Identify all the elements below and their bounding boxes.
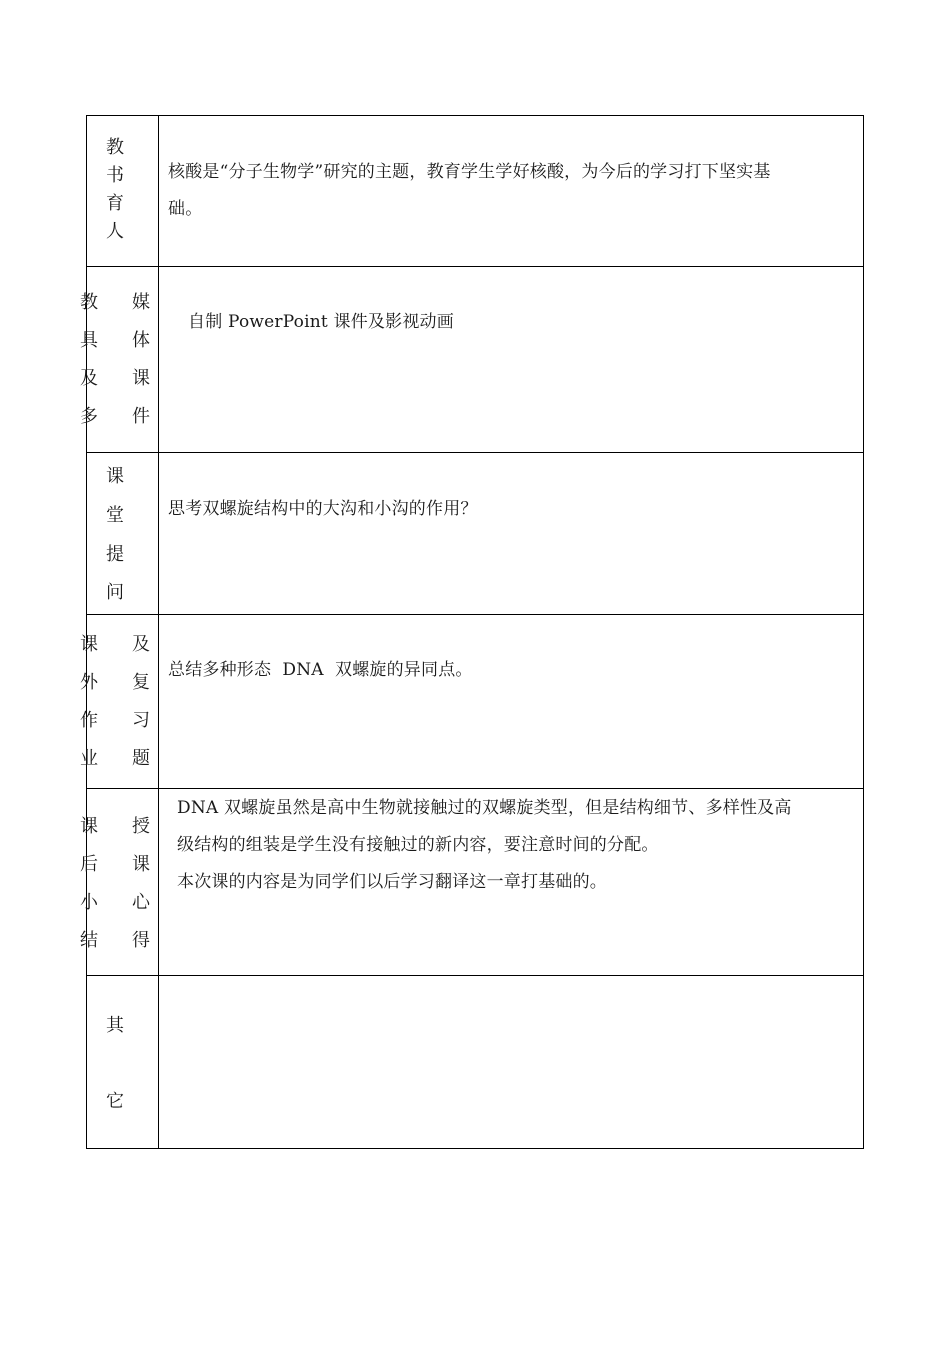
label-char: 课 xyxy=(132,854,150,875)
label-cell xyxy=(87,116,159,266)
label-char: 业 xyxy=(80,748,98,769)
content-cell xyxy=(160,116,863,266)
row-homework xyxy=(80,615,863,789)
label-char: 问 xyxy=(106,582,124,603)
label-char: 人 xyxy=(106,221,124,242)
label-char: 作 xyxy=(80,710,98,731)
label-char: 小 xyxy=(80,892,98,913)
content-line: 总结多种形态 DNA 双螺旋的异同点。 xyxy=(168,660,473,680)
label-char: 具 xyxy=(80,330,98,351)
label-char: 育 xyxy=(106,193,124,214)
label-char: 教 xyxy=(106,137,124,158)
label-cell xyxy=(80,615,159,788)
label-cell xyxy=(87,976,159,1148)
label-char: 外 xyxy=(80,672,98,693)
row-post-class-summary xyxy=(80,789,863,976)
content-line: 本次课的内容是为同学们以后学习翻译这一章打基础的。 xyxy=(177,872,607,892)
label-char: 堂 xyxy=(106,505,124,526)
label-cell xyxy=(80,267,159,452)
content-line: 思考双螺旋结构中的大沟和小沟的作用？ xyxy=(168,499,478,519)
content-line: 级结构的组装是学生没有接触过的新内容，要注意时间的分配。 xyxy=(177,835,659,855)
label-char: 它 xyxy=(106,1091,124,1112)
label-char: 媒 xyxy=(132,292,150,313)
label-char: 复 xyxy=(132,672,150,693)
label-char: 多 xyxy=(80,406,98,427)
content-cell xyxy=(160,615,863,788)
label-char: 得 xyxy=(132,930,150,951)
lesson-plan-table xyxy=(80,115,864,1149)
label-cell xyxy=(80,789,159,975)
content-cell-empty xyxy=(160,976,863,1148)
content-line: DNA 双螺旋虽然是高中生物就接触过的双螺旋类型，但是结构细节、多样性及高 xyxy=(177,798,792,818)
label-char: 教 xyxy=(80,292,98,313)
content-line: 础。 xyxy=(168,199,203,219)
label-char: 授 xyxy=(132,816,150,837)
label-char: 习 xyxy=(132,710,150,731)
label-char: 课 xyxy=(106,466,124,487)
content-line: 自制 PowerPoint 课件及影视动画 xyxy=(188,312,454,332)
row-moral-education xyxy=(87,116,863,267)
label-char: 件 xyxy=(132,406,150,427)
label-char: 及 xyxy=(132,634,150,655)
label-char: 课 xyxy=(132,368,150,389)
content-cell xyxy=(160,789,863,975)
content-cell xyxy=(160,267,863,452)
label-char: 提 xyxy=(106,544,124,565)
row-class-questions xyxy=(87,453,863,615)
label-char: 书 xyxy=(106,165,124,186)
label-char: 体 xyxy=(132,330,150,351)
label-char: 结 xyxy=(80,930,98,951)
label-char: 后 xyxy=(80,854,98,875)
label-char: 课 xyxy=(80,634,98,655)
label-char: 课 xyxy=(80,816,98,837)
label-char: 及 xyxy=(80,368,98,389)
label-cell xyxy=(87,453,159,614)
label-char: 题 xyxy=(132,748,150,769)
label-char: 其 xyxy=(106,1015,124,1036)
content-line: 核酸是“分子生物学”研究的主题，教育学生学好核酸，为今后的学习打下坚实基 xyxy=(168,162,771,182)
row-other xyxy=(87,976,863,1148)
label-char: 心 xyxy=(132,892,150,913)
content-cell xyxy=(160,453,863,614)
row-teaching-media xyxy=(80,267,863,453)
